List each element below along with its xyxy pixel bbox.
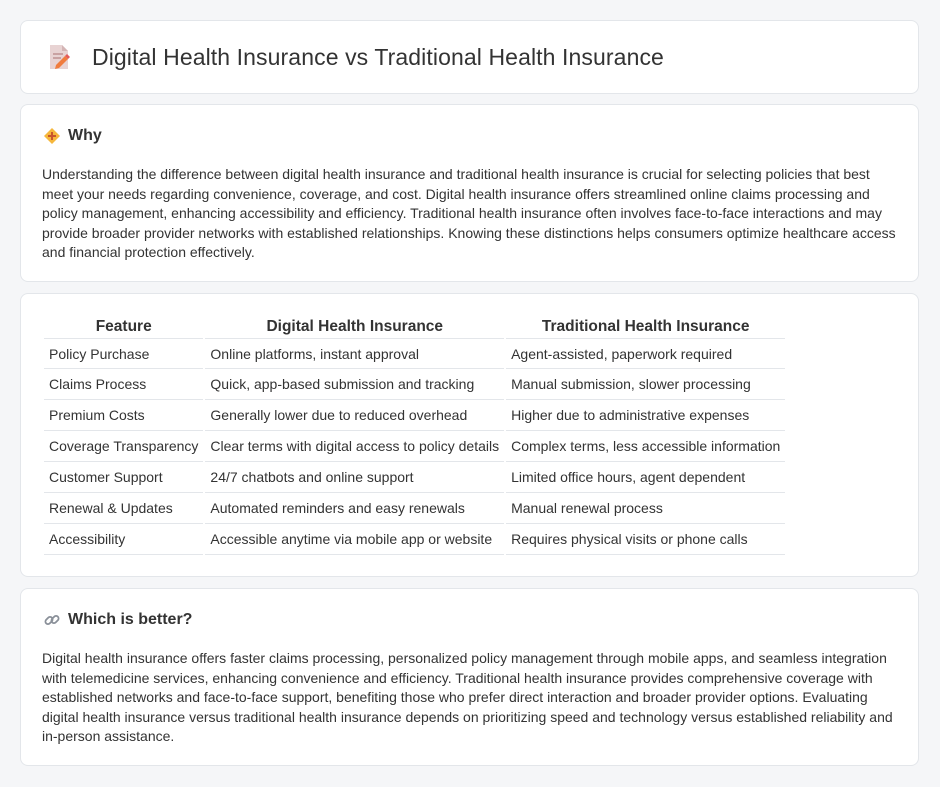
title-row (47, 43, 664, 71)
digital-cell: 24/7 chatbots and online support (205, 462, 504, 493)
table-row (44, 524, 785, 555)
traditional-cell: Complex terms, less accessible information (506, 431, 785, 462)
traditional-cell: Manual submission, slower processing (506, 369, 785, 400)
header-feature: Feature (95, 318, 152, 335)
comparison-table (42, 315, 787, 555)
title-card (20, 20, 919, 94)
link-icon (43, 611, 61, 629)
digital-cell: Quick, app-based submission and tracking (205, 369, 504, 400)
better-paragraph: Digital health insurance offers faster claims processing, personalized policy management through mobile apps, and seamless integration with telemedicine services, enhancing convenience and efficiency. Traditional health insurance provides comprehensive coverage with established networks and face-to-face support, benefiting those who prefer direct interaction and broader provider options. Evaluating digital health insurance versus traditional health insurance depends on prioritizing speed and technology versus established reliability and in-person assistance. (42, 650, 893, 745)
page-title: Digital Health Insurance vs Traditional Health Insurance (92, 43, 664, 70)
traditional-cell: Limited office hours, agent dependent (506, 462, 785, 493)
digital-cell: Online platforms, instant approval (205, 338, 504, 369)
better-heading: Which is better? (68, 611, 193, 628)
digital-cell: Automated reminders and easy renewals (205, 493, 504, 524)
why-paragraph: Understanding the difference between digital health insurance and traditional health insurance is crucial for selecting policies that best meet your needs regarding convenience, coverage, and cost. Digital health insurance offers streamlined online claims processing and policy management, enhancing accessibility and efficiency. Traditional health insurance often involves face-to-face interactions and may provide broader provider networks with established relationships. Knowing these distinctions helps consumers optimize healthcare access and financial protection effectively. (42, 166, 896, 261)
feature-cell: Customer Support (44, 462, 203, 493)
edit-document-icon (47, 43, 71, 71)
digital-cell: Clear terms with digital access to policy details (205, 431, 504, 462)
feature-cell: Renewal & Updates (44, 493, 203, 524)
why-section (20, 104, 919, 282)
why-heading-row (43, 127, 102, 145)
traditional-cell: Manual renewal process (506, 493, 785, 524)
table-row (44, 462, 785, 493)
feature-cell: Policy Purchase (44, 338, 203, 369)
table-row (44, 369, 785, 400)
digital-cell: Generally lower due to reduced overhead (205, 400, 504, 431)
feature-cell: Premium Costs (44, 400, 203, 431)
table-header-row (44, 315, 785, 338)
feature-cell: Claims Process (44, 369, 203, 400)
table-row (44, 338, 785, 369)
table-row (44, 431, 785, 462)
comparison-card (20, 293, 919, 577)
hands-icon (43, 127, 61, 145)
better-section (20, 588, 919, 766)
better-heading-row (43, 611, 192, 629)
table-row (44, 493, 785, 524)
feature-cell: Accessibility (44, 524, 203, 555)
header-traditional: Traditional Health Insurance (541, 318, 750, 335)
feature-cell: Coverage Transparency (44, 431, 203, 462)
traditional-cell: Agent-assisted, paperwork required (506, 338, 785, 369)
table-row (44, 400, 785, 431)
header-digital: Digital Health Insurance (266, 318, 444, 335)
traditional-cell: Requires physical visits or phone calls (506, 524, 785, 555)
why-heading: Why (68, 127, 102, 144)
traditional-cell: Higher due to administrative expenses (506, 400, 785, 431)
digital-cell: Accessible anytime via mobile app or website (205, 524, 504, 555)
